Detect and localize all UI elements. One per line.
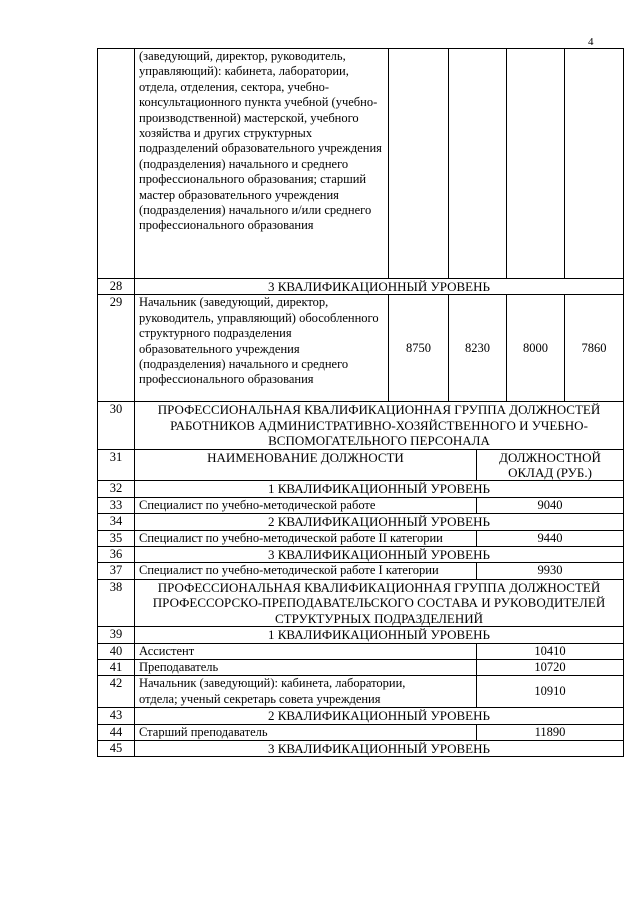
row-number: 35 — [98, 530, 135, 546]
level-heading: 1 КВАЛИФИКАЦИОННЫЙ УРОВЕНЬ — [135, 481, 624, 497]
table-row — [98, 530, 624, 546]
position-name: (заведующий, директор, руководитель, управляющий): кабинета, лаборатории, отдела, отделения, сектора, учебно-консультационного пункта учебной (учебно-производственной) мастерской, учебного хозяйства и других структурных подразделений образовательного учреждения (подразделения) начального и среднего профессионального образования; старший мастер образовательного учреждения (подразделения) начального и/или среднего профессионального образования — [135, 49, 389, 279]
salary-value: 10910 — [477, 676, 624, 708]
table-row — [98, 724, 624, 740]
table-row — [98, 547, 624, 563]
level-heading: 1 КВАЛИФИКАЦИОННЫЙ УРОВЕНЬ — [135, 627, 624, 643]
salary-value: 8000 — [507, 295, 565, 402]
row-number: 45 — [98, 740, 135, 756]
salary-value: 8750 — [389, 295, 449, 402]
level-heading: 2 КВАЛИФИКАЦИОННЫЙ УРОВЕНЬ — [135, 514, 624, 530]
table-row — [98, 643, 624, 659]
table-row — [98, 627, 624, 643]
position-name: Начальник (заведующий): кабинета, лаборатории, отдела; ученый секретарь совета учреждения — [135, 676, 477, 708]
salary-value: 8230 — [449, 295, 507, 402]
row-number: 30 — [98, 402, 135, 449]
salary-value: 11890 — [477, 724, 624, 740]
salary-table — [97, 48, 624, 757]
row-number: 38 — [98, 579, 135, 626]
group-heading: ПРОФЕССИОНАЛЬНАЯ КВАЛИФИКАЦИОННАЯ ГРУППА ДОЛЖНОСТЕЙ РАБОТНИКОВ АДМИНИСТРАТИВНО-ХОЗЯЙСТВЕННОГО И УЧЕБНО-ВСПОМОГАТЕЛЬНОГО ПЕРСОНАЛА — [135, 402, 624, 449]
row-number: 41 — [98, 659, 135, 675]
row-number: 37 — [98, 563, 135, 579]
salary-value: 10410 — [477, 643, 624, 659]
salary-value: 7860 — [565, 295, 624, 402]
table-row — [98, 295, 624, 402]
table-row — [98, 497, 624, 513]
row-number: 44 — [98, 724, 135, 740]
level-heading: 3 КВАЛИФИКАЦИОННЫЙ УРОВЕНЬ — [135, 740, 624, 756]
position-name: Ассистент — [135, 643, 477, 659]
column-header-name: НАИМЕНОВАНИЕ ДОЛЖНОСТИ — [135, 449, 477, 481]
row-number: 29 — [98, 295, 135, 402]
position-name: Начальник (заведующий, директор, руководитель, управляющий) обособленного структурного подразделения образовательного учреждения (подразделения) начального и среднего профессионального образования — [135, 295, 389, 402]
row-number: 42 — [98, 676, 135, 708]
position-name: Специалист по учебно-методической работе II категории — [135, 530, 477, 546]
position-name: Специалист по учебно-методической работе — [135, 497, 477, 513]
row-number: 33 — [98, 497, 135, 513]
table-row — [98, 579, 624, 626]
row-number: 34 — [98, 514, 135, 530]
table-row — [98, 481, 624, 497]
row-number: 43 — [98, 708, 135, 724]
position-name: Преподаватель — [135, 659, 477, 675]
table-row — [98, 514, 624, 530]
row-number: 31 — [98, 449, 135, 481]
salary-value: 9440 — [477, 530, 624, 546]
table-row — [98, 449, 624, 481]
table-row — [98, 279, 624, 295]
page-number: 4 — [588, 36, 594, 48]
level-heading: 3 КВАЛИФИКАЦИОННЫЙ УРОВЕНЬ — [135, 279, 624, 295]
row-number: 28 — [98, 279, 135, 295]
level-heading: 3 КВАЛИФИКАЦИОННЫЙ УРОВЕНЬ — [135, 547, 624, 563]
table-row — [98, 402, 624, 449]
row-number: 39 — [98, 627, 135, 643]
group-heading: ПРОФЕССИОНАЛЬНАЯ КВАЛИФИКАЦИОННАЯ ГРУППА ДОЛЖНОСТЕЙ ПРОФЕССОРСКО-ПРЕПОДАВАТЕЛЬСКОГО СОСТАВА И РУКОВОДИТЕЛЕЙ СТРУКТУРНЫХ ПОДРАЗДЕЛЕНИЙ — [135, 579, 624, 626]
salary-value: 9930 — [477, 563, 624, 579]
table-row — [98, 563, 624, 579]
row-number: 32 — [98, 481, 135, 497]
level-heading: 2 КВАЛИФИКАЦИОННЫЙ УРОВЕНЬ — [135, 708, 624, 724]
table-row — [98, 659, 624, 675]
position-name: Старший преподаватель — [135, 724, 477, 740]
column-header-salary: ДОЛЖНОСТНОЙ ОКЛАД (РУБ.) — [477, 449, 624, 481]
table-row — [98, 676, 624, 708]
table-row — [98, 708, 624, 724]
salary-value: 9040 — [477, 497, 624, 513]
salary-value: 10720 — [477, 659, 624, 675]
table-row — [98, 740, 624, 756]
position-name: Специалист по учебно-методической работе I категории — [135, 563, 477, 579]
row-number: 36 — [98, 547, 135, 563]
table-row — [98, 49, 624, 279]
row-number: 40 — [98, 643, 135, 659]
